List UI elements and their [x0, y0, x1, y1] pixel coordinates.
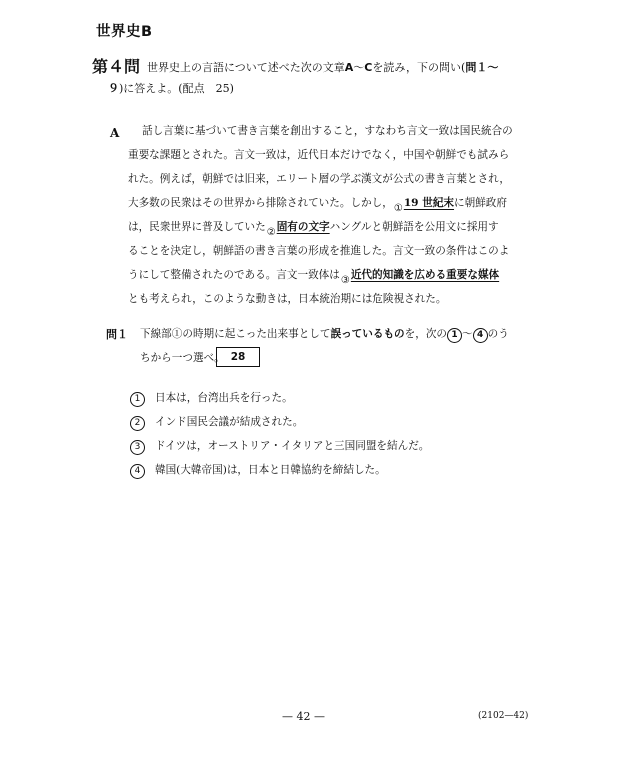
question-ref: ①: [171, 328, 183, 340]
letter-c: C: [364, 61, 373, 74]
page-code: (2102—42): [478, 711, 529, 721]
range-start-mark: 1: [447, 328, 462, 343]
underline-mark-1: ①: [393, 203, 403, 214]
page-number: — 42 —: [282, 710, 325, 723]
passage-label: A: [110, 126, 120, 140]
intro-line-2: [108, 80, 234, 96]
question-text-line-1: [140, 326, 509, 343]
underline-1: 19 世紀末: [403, 197, 455, 209]
passage-line-4-a: 大多数の民衆はその世界から排除されていた。しかし，: [128, 197, 393, 209]
option-1[interactable]: [130, 390, 293, 407]
letter-a: A: [344, 61, 354, 74]
range-sep: 〜: [462, 328, 473, 340]
underline-mark-3: ③: [340, 275, 350, 286]
answer-number-box[interactable]: 28: [216, 347, 260, 367]
question-emphasis: 誤っているもの: [330, 328, 405, 340]
passage-line-4: [128, 193, 507, 213]
subject-title: 世界史B: [96, 24, 153, 40]
range-mark: 〜: [353, 61, 365, 74]
option-2-number: 2: [130, 416, 145, 431]
underline-2: 固有の文字: [276, 221, 330, 233]
intro-question-ref: 問１〜: [465, 61, 499, 74]
passage-line-2: 重要な課題とされた。言文一致は，近代日本だけでなく，中国や朝鮮でも試みら: [128, 149, 510, 161]
intro-text-a: 世界史上の言語について述べた次の文章: [147, 61, 345, 74]
question-text-a: 下線部: [140, 328, 172, 340]
passage-line-5-a: は，民衆世界に普及していた: [128, 221, 266, 233]
intro-text-c: )に答えよ。(配点 25): [119, 82, 234, 95]
passage-line-5: [128, 217, 499, 237]
underline-mark-2: ②: [266, 227, 276, 238]
passage-line-4-b: に朝鮮政府: [454, 197, 507, 209]
intro-line-1: [147, 56, 498, 80]
option-4[interactable]: [130, 462, 386, 479]
passage-line-7: [128, 265, 499, 285]
underline-3: 近代的知識を広める重要な媒体: [350, 269, 500, 281]
option-1-text: 日本は，台湾出兵を行った。: [155, 392, 293, 404]
option-1-number: 1: [130, 392, 145, 407]
question-text-d: のう: [487, 328, 509, 340]
intro-text-b: を読み，下の問い(: [372, 61, 466, 74]
option-4-number: 4: [130, 464, 145, 479]
option-3-number: 3: [130, 440, 145, 455]
intro-question-end: ９: [108, 82, 119, 95]
question-label: 問１: [106, 328, 128, 341]
option-2-text: インド国民会議が結成された。: [155, 416, 304, 428]
option-4-text: 韓国(大韓帝国)は，日本と日韓協約を締結した。: [155, 464, 386, 476]
range-end-mark: 4: [473, 328, 488, 343]
option-2[interactable]: [130, 414, 303, 431]
passage-line-5-b: ハングルと朝鮮語を公用文に採用す: [329, 221, 499, 233]
passage-line-1: 話し言葉に基づいて書き言葉を創出すること，すなわち言文一致は国民統合の: [142, 125, 513, 137]
question-number: 第４問: [92, 57, 141, 76]
option-3-text: ドイツは，オーストリア・イタリアと三国同盟を結んだ。: [155, 440, 430, 452]
passage-line-8: とも考えられ，このような動きは，日本統治期には危険視された。: [128, 293, 447, 305]
passage-line-6: ることを決定し，朝鮮語の書き言葉の形成を推進した。言文一致の条件はこのよ: [128, 245, 510, 257]
question-text-b: の時期に起こった出来事として: [182, 328, 331, 340]
question-text-line-2: ちから一つ選べ。: [140, 352, 225, 364]
passage-line-3: れた。例えば，朝鮮では旧来，エリート層の学ぶ漢文が公式の書き言葉とされ，: [128, 173, 511, 185]
passage-line-7-a: うにして整備されたのである。言文一致体は: [128, 269, 340, 281]
option-3[interactable]: [130, 438, 429, 455]
question-text-c: を，次の: [404, 328, 448, 340]
